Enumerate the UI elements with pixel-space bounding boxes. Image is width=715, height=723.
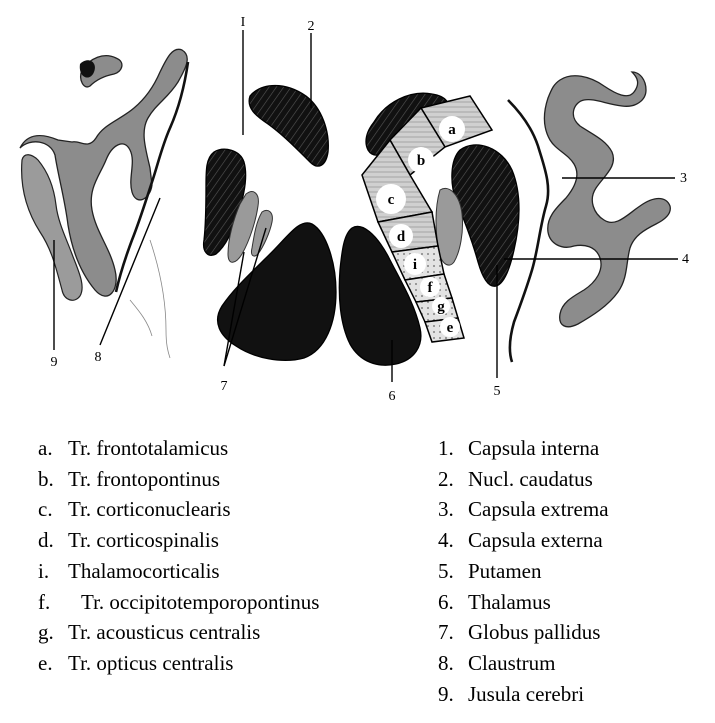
legend-label: Tr. frontopontinus xyxy=(68,466,221,491)
legend-tracts xyxy=(38,433,319,679)
legend-item xyxy=(438,617,609,648)
legend-item xyxy=(438,464,609,495)
right-insula-cortex xyxy=(545,72,671,327)
legend-item xyxy=(38,587,319,618)
legend-label: Capsula externa xyxy=(468,528,603,553)
callout-9: 9 xyxy=(50,355,58,370)
legend-item xyxy=(38,433,319,464)
legend-label: Capsula extrema xyxy=(468,497,609,522)
legend-label: Jusula cerebri xyxy=(468,681,585,706)
legend-label: Tr. corticonuclearis xyxy=(68,497,231,522)
legend-item xyxy=(38,556,319,587)
legend-key: f. xyxy=(38,589,51,614)
legend-item xyxy=(438,494,609,525)
legend-key: 8. xyxy=(438,650,454,675)
legend-item xyxy=(438,433,609,464)
legend-label: Tr. frontotalamicus xyxy=(68,436,229,460)
legend-item xyxy=(38,525,319,556)
segment-label-e: e xyxy=(446,320,454,336)
legend-item xyxy=(438,525,609,556)
legend-item xyxy=(38,648,319,679)
legend-key: 1. xyxy=(438,436,454,460)
legend-item xyxy=(38,494,319,525)
segment-label-b: b xyxy=(416,153,426,169)
legend-item xyxy=(38,617,319,648)
callout-4: 4 xyxy=(682,252,689,267)
callout-8: 8 xyxy=(94,350,102,365)
legend-key: 3. xyxy=(438,497,454,522)
legend-label: Thalamocorticalis xyxy=(68,558,220,583)
legend-key: a. xyxy=(38,436,53,460)
legend-label: Capsula interna xyxy=(468,436,600,460)
segment-label-d: d xyxy=(396,229,406,245)
segment-label-i: i xyxy=(412,257,418,273)
left-caudate-nucleus xyxy=(249,86,328,167)
legend-label: Nucl. caudatus xyxy=(468,466,593,491)
legend-key: 5. xyxy=(438,558,454,583)
legend-key: c. xyxy=(38,497,53,522)
legend-label: Tr. occipitotemporopontinus xyxy=(81,589,320,614)
legend-key: 9. xyxy=(438,681,454,706)
legend-item xyxy=(438,587,609,618)
legend-structures xyxy=(438,433,609,709)
legend-key: e. xyxy=(38,650,53,675)
callout-2: 2 xyxy=(307,19,315,34)
segment-label-g: g xyxy=(437,299,445,315)
legend-label: Tr. opticus centralis xyxy=(68,650,234,675)
legend-key: d. xyxy=(38,528,54,553)
legend-item xyxy=(38,464,319,495)
legend-key: i. xyxy=(38,558,50,583)
legend-label: Tr. corticospinalis xyxy=(68,528,219,553)
callout-1: I xyxy=(240,15,246,30)
legend-key: b. xyxy=(38,466,54,491)
legend-label: Globus pallidus xyxy=(468,620,601,645)
segment-label-c: c xyxy=(387,192,395,208)
legend-key: g. xyxy=(38,620,54,645)
legend-label: Tr. acousticus centralis xyxy=(68,620,261,645)
legend-key: 6. xyxy=(438,589,454,614)
legend-key: 2. xyxy=(438,466,454,491)
legend-key: 4. xyxy=(438,528,454,553)
legend-item xyxy=(438,648,609,679)
callout-7: 7 xyxy=(220,379,228,394)
legend-item xyxy=(438,556,609,587)
legend-label: Putamen xyxy=(468,558,542,583)
legend-label: Claustrum xyxy=(468,650,556,675)
legend-item xyxy=(438,679,609,710)
segment-label-f: f xyxy=(427,280,433,296)
legend-key: 7. xyxy=(438,620,454,645)
segment-label-a: a xyxy=(448,122,456,138)
callout-5: 5 xyxy=(493,384,501,399)
callout-6: 6 xyxy=(388,389,396,404)
callout-3: 3 xyxy=(680,171,687,186)
legend-label: Thalamus xyxy=(468,589,551,614)
